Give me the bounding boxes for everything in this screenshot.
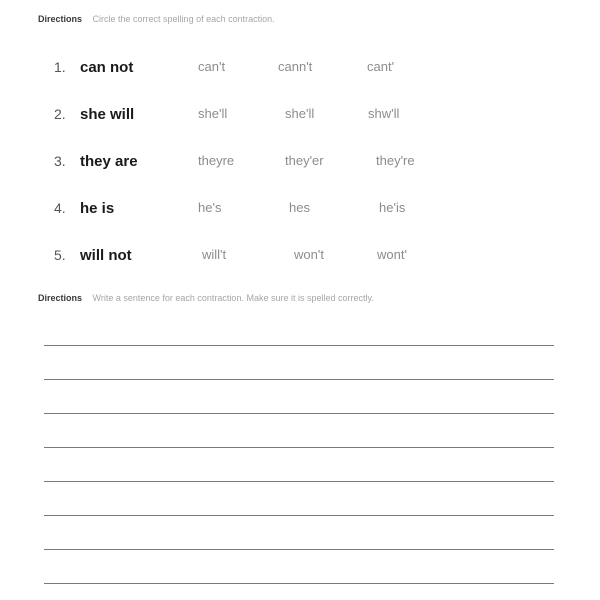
option-1[interactable]: she'll bbox=[198, 106, 228, 121]
question-row-4 bbox=[0, 200, 600, 224]
question-number: 3. bbox=[54, 153, 66, 169]
writing-line[interactable] bbox=[44, 583, 554, 584]
directions-text: Circle the correct spelling of each contraction. bbox=[92, 14, 275, 24]
option-2[interactable]: won't bbox=[294, 247, 324, 262]
question-phrase: she will bbox=[80, 106, 135, 123]
option-2[interactable]: she'll bbox=[285, 106, 315, 121]
question-row-3 bbox=[0, 153, 600, 177]
writing-line[interactable] bbox=[44, 447, 554, 448]
writing-line[interactable] bbox=[44, 379, 554, 380]
writing-line[interactable] bbox=[44, 413, 554, 414]
question-phrase: they are bbox=[80, 153, 138, 170]
option-3[interactable]: they're bbox=[376, 153, 415, 168]
question-row-5 bbox=[0, 247, 600, 271]
question-number: 5. bbox=[54, 247, 66, 263]
option-2[interactable]: they'er bbox=[285, 153, 324, 168]
option-1[interactable]: he's bbox=[198, 200, 222, 215]
option-1[interactable]: theyre bbox=[198, 153, 235, 168]
question-number: 2. bbox=[54, 106, 66, 122]
directions-text: Write a sentence for each contraction. Make sure it is spelled correctly. bbox=[92, 293, 374, 303]
directions-label: Directions bbox=[38, 14, 83, 24]
option-1[interactable]: will't bbox=[202, 247, 227, 262]
option-3[interactable]: cant' bbox=[367, 59, 395, 74]
option-3[interactable]: he'is bbox=[379, 200, 406, 215]
question-number: 4. bbox=[54, 200, 66, 216]
question-phrase: he is bbox=[80, 200, 115, 217]
option-1[interactable]: can't bbox=[198, 59, 226, 74]
writing-line[interactable] bbox=[44, 481, 554, 482]
option-3[interactable]: shw'll bbox=[368, 106, 400, 121]
question-phrase: will not bbox=[80, 247, 132, 264]
writing-line[interactable] bbox=[44, 345, 554, 346]
directions-1 bbox=[38, 14, 275, 24]
question-row-2 bbox=[0, 106, 600, 130]
option-3[interactable]: wont' bbox=[377, 247, 407, 262]
question-phrase: can not bbox=[80, 59, 134, 76]
question-row-1 bbox=[0, 59, 600, 83]
option-2[interactable]: hes bbox=[289, 200, 310, 215]
writing-line[interactable] bbox=[44, 549, 554, 550]
option-2[interactable]: cann't bbox=[278, 59, 313, 74]
directions-label: Directions bbox=[38, 293, 83, 303]
question-number: 1. bbox=[54, 59, 66, 75]
directions-2 bbox=[38, 293, 374, 303]
writing-line[interactable] bbox=[44, 515, 554, 516]
